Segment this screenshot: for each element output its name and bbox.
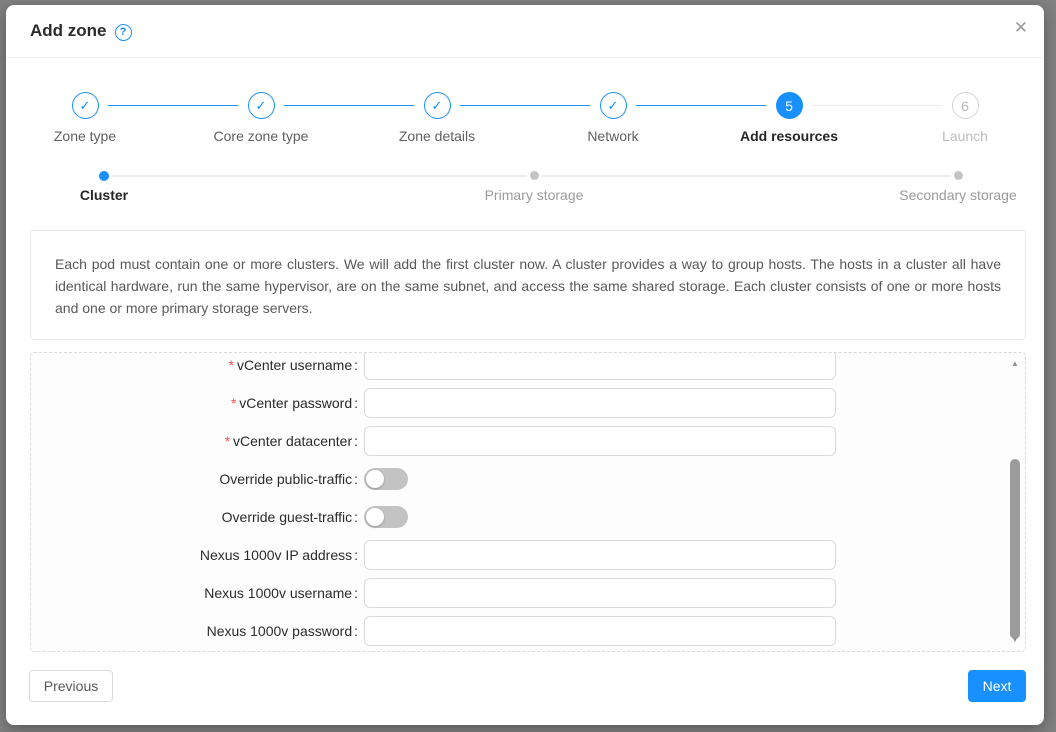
- substep-label-cluster: Cluster: [79, 187, 129, 203]
- field-label: * vCenter username :: [228, 357, 358, 373]
- step-check-icon: ✓: [424, 92, 451, 119]
- nexus-username-input[interactable]: [364, 578, 836, 608]
- step-label: Zone type: [53, 128, 117, 144]
- step-label: Add resources: [739, 128, 839, 144]
- step-number-badge: 5: [776, 92, 803, 119]
- step-label: Core zone type: [213, 128, 309, 144]
- form-row: [31, 574, 999, 612]
- toggle-knob: [366, 508, 384, 526]
- form-scrollbar[interactable]: [1008, 356, 1022, 648]
- nexus-password-input[interactable]: [364, 616, 836, 646]
- override-guest-traffic-toggle[interactable]: [364, 506, 408, 528]
- field-label: Override guest-traffic :: [221, 509, 358, 525]
- cluster-form: [30, 352, 1026, 652]
- substep-dot-secondary-storage: [954, 171, 963, 180]
- step-label: Launch: [942, 128, 988, 144]
- field-label: Override public-traffic :: [219, 471, 358, 487]
- step-check-icon: ✓: [248, 92, 275, 119]
- required-marker: *: [224, 433, 231, 449]
- step-zone-type: [0, 92, 173, 144]
- required-marker: *: [228, 357, 234, 373]
- step-number-badge: 6: [952, 92, 979, 119]
- form-row: [31, 612, 999, 650]
- form-row: [31, 384, 999, 422]
- form-row: [31, 498, 999, 536]
- step-add-resources: [701, 92, 877, 144]
- wizard-steps: [0, 92, 1053, 144]
- form-row: [31, 422, 999, 460]
- substep-label-primary-storage: Primary storage: [484, 187, 584, 203]
- override-public-traffic-toggle[interactable]: [364, 468, 408, 490]
- field-label: * vCenter datacenter :: [224, 433, 358, 449]
- step-label: Zone details: [398, 128, 476, 144]
- substep-label-secondary-storage: Secondary storage: [899, 187, 1017, 203]
- field-label: * vCenter password :: [230, 395, 358, 411]
- scroll-up-icon[interactable]: ▲: [1011, 359, 1019, 368]
- vcenter-password-input[interactable]: [364, 388, 836, 418]
- vcenter-datacenter-input[interactable]: [364, 426, 836, 456]
- step-label: Network: [587, 128, 639, 144]
- step-zone-details: [349, 92, 525, 144]
- field-label: Nexus 1000v username :: [204, 585, 358, 601]
- substep-dot-primary-storage: [530, 171, 539, 180]
- dialog-title: Add zone: [30, 21, 107, 40]
- cluster-info-box: [30, 230, 1026, 340]
- previous-button[interactable]: Previous: [29, 670, 113, 702]
- help-icon[interactable]: ?: [115, 24, 132, 41]
- field-label: Nexus 1000v IP address :: [199, 547, 358, 563]
- scroll-down-icon[interactable]: ▼: [1011, 635, 1019, 644]
- step-launch: [877, 92, 1053, 144]
- field-label: Nexus 1000v password :: [206, 623, 358, 639]
- dialog-header: [6, 5, 1044, 58]
- step-check-icon: ✓: [72, 92, 99, 119]
- form-row: [31, 460, 999, 498]
- add-zone-dialog: [6, 5, 1044, 725]
- nexus-ip-address-input[interactable]: [364, 540, 836, 570]
- vcenter-username-input[interactable]: [364, 352, 836, 380]
- scrollbar-thumb[interactable]: [1010, 459, 1020, 639]
- substep-connector: [99, 175, 959, 177]
- required-marker: *: [230, 395, 237, 411]
- close-icon[interactable]: ✕: [1013, 18, 1028, 37]
- cluster-info-text: Each pod must contain one or more clusters. We will add the first cluster now. A cluster provides a way to group hosts. The hosts in a cluster all have identical hardware, run the same hypervisor, are on the same subnet, and access the same shared storage. Each cluster consists of one or more hosts and one or more primary storage servers.: [55, 256, 1001, 316]
- form-row: [31, 352, 999, 384]
- step-check-icon: ✓: [600, 92, 627, 119]
- step-core-zone-type: [173, 92, 349, 144]
- next-button[interactable]: Next: [968, 670, 1026, 702]
- step-network: [525, 92, 701, 144]
- substep-dot-cluster: [99, 171, 109, 181]
- form-rows: [31, 352, 999, 650]
- form-row: [31, 536, 999, 574]
- toggle-knob: [366, 470, 384, 488]
